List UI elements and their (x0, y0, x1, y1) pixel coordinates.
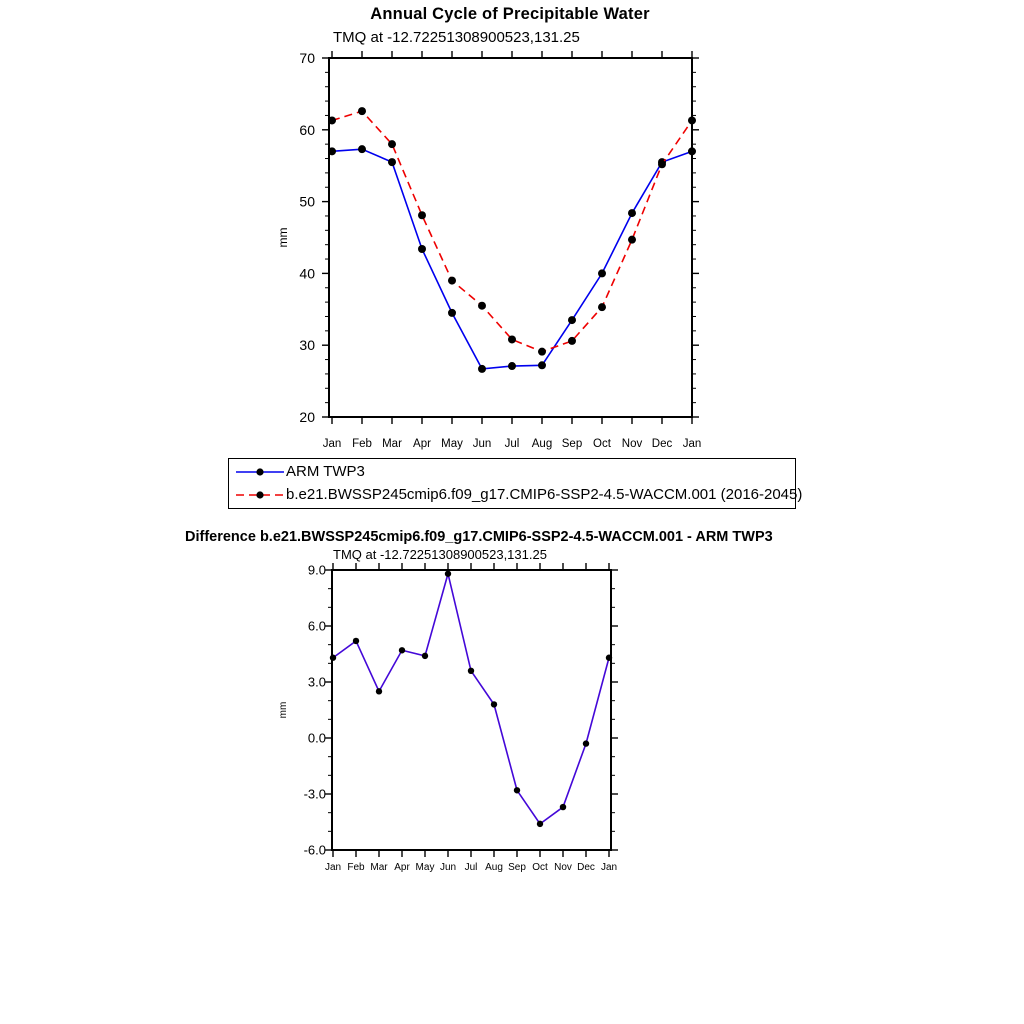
svg-text:50: 50 (299, 193, 315, 210)
svg-text:mm: mm (276, 227, 290, 248)
svg-text:May: May (415, 862, 435, 873)
svg-text:Mar: Mar (382, 438, 402, 450)
svg-text:Nov: Nov (621, 438, 643, 450)
svg-text:3.0: 3.0 (307, 674, 326, 690)
svg-text:Sep: Sep (508, 862, 526, 873)
blue-solid-line-marker-icon (235, 466, 285, 478)
svg-text:Apr: Apr (394, 862, 410, 873)
svg-text:mm: mm (278, 701, 289, 719)
svg-text:Jun: Jun (439, 862, 457, 873)
legend-entry-model (235, 483, 803, 506)
svg-text:Dec: Dec (577, 862, 595, 873)
svg-text:Oct: Oct (593, 438, 611, 450)
difference-chart (250, 560, 680, 890)
svg-text:May: May (441, 438, 463, 450)
legend-label-arm-twp3: ARM TWP3 (286, 463, 365, 480)
svg-text:Apr: Apr (413, 438, 431, 450)
legend-entry-arm-twp3 (235, 460, 795, 483)
annual-cycle-chart (240, 50, 780, 460)
svg-text:6.0: 6.0 (307, 618, 326, 634)
svg-text:Jul: Jul (464, 862, 478, 873)
svg-text:Aug: Aug (485, 862, 503, 873)
svg-text:Dec: Dec (651, 438, 673, 450)
difference-chart-subtitle: TMQ at -12.72251308900523,131.25 (333, 547, 547, 562)
svg-text:Jan: Jan (322, 438, 342, 450)
svg-text:-3.0: -3.0 (303, 786, 326, 802)
svg-text:Jan: Jan (600, 862, 618, 873)
svg-text:Jun: Jun (472, 438, 492, 450)
svg-text:-6.0: -6.0 (303, 842, 326, 858)
legend (228, 458, 803, 509)
main-title: Annual Cycle of Precipitable Water (370, 5, 650, 23)
svg-text:Aug: Aug (531, 438, 553, 450)
svg-text:40: 40 (299, 265, 315, 282)
svg-text:9.0: 9.0 (307, 562, 326, 578)
svg-text:Oct: Oct (532, 862, 548, 873)
svg-text:70: 70 (299, 50, 315, 67)
svg-text:Nov: Nov (554, 862, 572, 873)
svg-text:Jan: Jan (324, 862, 342, 873)
svg-text:Feb: Feb (347, 862, 365, 873)
svg-text:Jul: Jul (504, 438, 520, 450)
svg-text:20: 20 (299, 409, 315, 426)
svg-text:60: 60 (299, 121, 315, 138)
legend-label-model: b.e21.BWSSP245cmip6.f09_g17.CMIP6-SSP2-4.5-WACCM.001 (2016-2045) (286, 486, 803, 503)
red-dashed-line-marker-icon (235, 489, 285, 501)
svg-text:Feb: Feb (352, 438, 372, 450)
svg-text:0.0: 0.0 (307, 730, 326, 746)
difference-chart-title: Difference b.e21.BWSSP245cmip6.f09_g17.CMIP6-SSP2-4.5-WACCM.001 - ARM TWP3 (185, 529, 773, 545)
svg-text:Jan: Jan (682, 438, 702, 450)
annual-cycle-chart-subtitle: TMQ at -12.72251308900523,131.25 (333, 29, 580, 46)
svg-text:30: 30 (299, 337, 315, 354)
svg-text:Mar: Mar (370, 862, 388, 873)
svg-text:Sep: Sep (561, 438, 583, 450)
